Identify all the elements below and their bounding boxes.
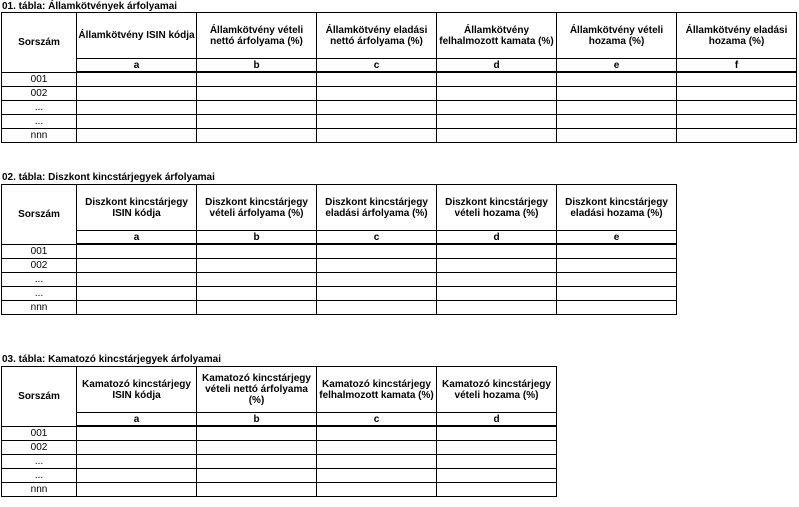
column-header: Kamatozó kincstárjegy felhalmozott kamata (%) [317, 367, 437, 413]
data-cell[interactable] [557, 114, 677, 128]
row-number: ... [2, 272, 77, 286]
data-cell[interactable] [557, 100, 677, 114]
data-cell[interactable] [437, 440, 557, 454]
data-cell[interactable] [197, 72, 317, 86]
row-number: ... [2, 114, 77, 128]
data-cell[interactable] [77, 258, 197, 272]
data-cell[interactable] [557, 244, 677, 258]
data-cell[interactable] [197, 114, 317, 128]
data-cell[interactable] [77, 482, 197, 496]
data-cell[interactable] [317, 114, 437, 128]
data-cell[interactable] [77, 272, 197, 286]
data-cell[interactable] [437, 114, 557, 128]
data-cell[interactable] [197, 86, 317, 100]
data-cell[interactable] [317, 468, 437, 482]
data-cell[interactable] [317, 258, 437, 272]
row-number: ... [2, 454, 77, 468]
column-letter: b [197, 59, 317, 73]
data-cell[interactable] [197, 100, 317, 114]
column-letter: c [317, 231, 437, 245]
table-row [2, 244, 677, 258]
row-number: 002 [2, 258, 77, 272]
column-header: Diszkont kincstárjegy eladási hozama (%) [557, 185, 677, 231]
data-cell[interactable] [77, 114, 197, 128]
data-cell[interactable] [557, 72, 677, 86]
column-header: Államkötvény vételi hozama (%) [557, 13, 677, 59]
column-letter-row [2, 231, 677, 245]
table-row [2, 286, 677, 300]
row-number: nnn [2, 128, 77, 142]
data-cell[interactable] [197, 454, 317, 468]
row-number: 001 [2, 426, 77, 440]
data-cell[interactable] [77, 426, 197, 440]
data-cell[interactable] [197, 272, 317, 286]
data-cell[interactable] [437, 128, 557, 142]
column-header: Diszkont kincstárjegy vételi hozama (%) [437, 185, 557, 231]
column-letter: c [317, 413, 437, 427]
row-number: 001 [2, 244, 77, 258]
data-cell[interactable] [677, 86, 797, 100]
data-cell[interactable] [197, 300, 317, 314]
row-number: ... [2, 286, 77, 300]
column-header: Diszkont kincstárjegy eladási árfolyama (%) [317, 185, 437, 231]
row-number: ... [2, 100, 77, 114]
data-cell[interactable] [437, 482, 557, 496]
data-cell[interactable] [77, 86, 197, 100]
data-cell[interactable] [317, 86, 437, 100]
table-title-03: 03. tábla: Kamatozó kincstárjegyek árfolyamai [2, 354, 221, 365]
column-header: Diszkont kincstárjegy vételi árfolyama (%) [197, 185, 317, 231]
table-row [2, 258, 677, 272]
row-number-header: Sorszám [2, 185, 77, 245]
data-cell[interactable] [437, 72, 557, 86]
data-cell[interactable] [557, 258, 677, 272]
data-cell[interactable] [317, 482, 437, 496]
column-letter: d [437, 231, 557, 245]
column-header: Diszkont kincstárjegy ISIN kódja [77, 185, 197, 231]
row-number: nnn [2, 482, 77, 496]
data-cell[interactable] [437, 300, 557, 314]
table-row [2, 482, 557, 496]
data-cell[interactable] [317, 100, 437, 114]
data-cell[interactable] [77, 72, 197, 86]
table-row [2, 72, 797, 86]
table-title-01: 01. tábla: Államkötvények árfolyamai [2, 1, 178, 12]
row-number: 002 [2, 440, 77, 454]
data-cell[interactable] [197, 258, 317, 272]
data-cell[interactable] [437, 426, 557, 440]
header-row [2, 367, 557, 413]
data-cell[interactable] [197, 482, 317, 496]
table-row [2, 86, 797, 100]
row-number-header: Sorszám [2, 367, 77, 427]
column-letter: b [197, 413, 317, 427]
column-letter: e [557, 59, 677, 73]
column-letter: a [77, 231, 197, 245]
data-cell[interactable] [317, 128, 437, 142]
table-row [2, 440, 557, 454]
data-cell[interactable] [677, 72, 797, 86]
data-cell[interactable] [557, 300, 677, 314]
table-row [2, 454, 557, 468]
table-row [2, 272, 677, 286]
data-cell[interactable] [77, 440, 197, 454]
data-cell[interactable] [437, 258, 557, 272]
table-title-02: 02. tábla: Diszkont kincstárjegyek árfolyamai [2, 172, 215, 183]
column-header: Államkötvény felhalmozott kamata (%) [437, 13, 557, 59]
data-cell[interactable] [317, 286, 437, 300]
data-cell[interactable] [197, 244, 317, 258]
table-03-interest-tbill-prices [1, 366, 557, 497]
column-letter: a [77, 59, 197, 73]
data-cell[interactable] [437, 272, 557, 286]
data-cell[interactable] [317, 454, 437, 468]
column-header: Kamatozó kincstárjegy vételi nettó árfolyama (%) [197, 367, 317, 413]
row-number: ... [2, 468, 77, 482]
data-cell[interactable] [557, 272, 677, 286]
data-cell[interactable] [317, 300, 437, 314]
column-header: Államkötvény eladási nettó árfolyama (%) [317, 13, 437, 59]
data-cell[interactable] [437, 454, 557, 468]
column-header: Kamatozó kincstárjegy ISIN kódja [77, 367, 197, 413]
data-cell[interactable] [677, 114, 797, 128]
data-cell[interactable] [77, 128, 197, 142]
data-cell[interactable] [557, 286, 677, 300]
data-cell[interactable] [557, 86, 677, 100]
data-cell[interactable] [677, 100, 797, 114]
table-row [2, 300, 677, 314]
data-cell[interactable] [197, 440, 317, 454]
data-cell[interactable] [317, 272, 437, 286]
column-letter: f [677, 59, 797, 73]
data-cell[interactable] [77, 468, 197, 482]
data-cell[interactable] [317, 72, 437, 86]
column-letter-row [2, 59, 797, 73]
data-cell[interactable] [77, 300, 197, 314]
table-row [2, 114, 797, 128]
data-cell[interactable] [437, 468, 557, 482]
table-row [2, 128, 797, 142]
data-cell[interactable] [197, 426, 317, 440]
data-cell[interactable] [197, 286, 317, 300]
column-letter: c [317, 59, 437, 73]
row-number: nnn [2, 300, 77, 314]
data-cell[interactable] [197, 128, 317, 142]
data-cell[interactable] [77, 244, 197, 258]
data-cell[interactable] [317, 426, 437, 440]
data-cell[interactable] [77, 454, 197, 468]
column-letter: b [197, 231, 317, 245]
column-header: Kamatozó kincstárjegy vételi hozama (%) [437, 367, 557, 413]
data-cell[interactable] [317, 244, 437, 258]
data-cell[interactable] [677, 128, 797, 142]
column-header: Államkötvény ISIN kódja [77, 13, 197, 59]
table-row [2, 468, 557, 482]
table-01-bond-prices [1, 12, 797, 143]
data-cell[interactable] [317, 440, 437, 454]
table-row [2, 100, 797, 114]
data-cell[interactable] [557, 128, 677, 142]
column-header: Államkötvény vételi nettó árfolyama (%) [197, 13, 317, 59]
table-02-discount-tbill-prices [1, 184, 677, 315]
column-letter: d [437, 413, 557, 427]
row-number: 002 [2, 86, 77, 100]
header-row [2, 185, 677, 231]
data-cell[interactable] [437, 286, 557, 300]
data-cell[interactable] [77, 100, 197, 114]
data-cell[interactable] [77, 286, 197, 300]
data-cell[interactable] [437, 100, 557, 114]
column-letter: e [557, 231, 677, 245]
column-letter: d [437, 59, 557, 73]
table-row [2, 426, 557, 440]
column-header: Államkötvény eladási hozama (%) [677, 13, 797, 59]
header-row [2, 13, 797, 59]
data-cell[interactable] [197, 468, 317, 482]
data-cell[interactable] [437, 244, 557, 258]
column-letter: a [77, 413, 197, 427]
row-number-header: Sorszám [2, 13, 77, 73]
row-number: 001 [2, 72, 77, 86]
data-cell[interactable] [437, 86, 557, 100]
column-letter-row [2, 413, 557, 427]
